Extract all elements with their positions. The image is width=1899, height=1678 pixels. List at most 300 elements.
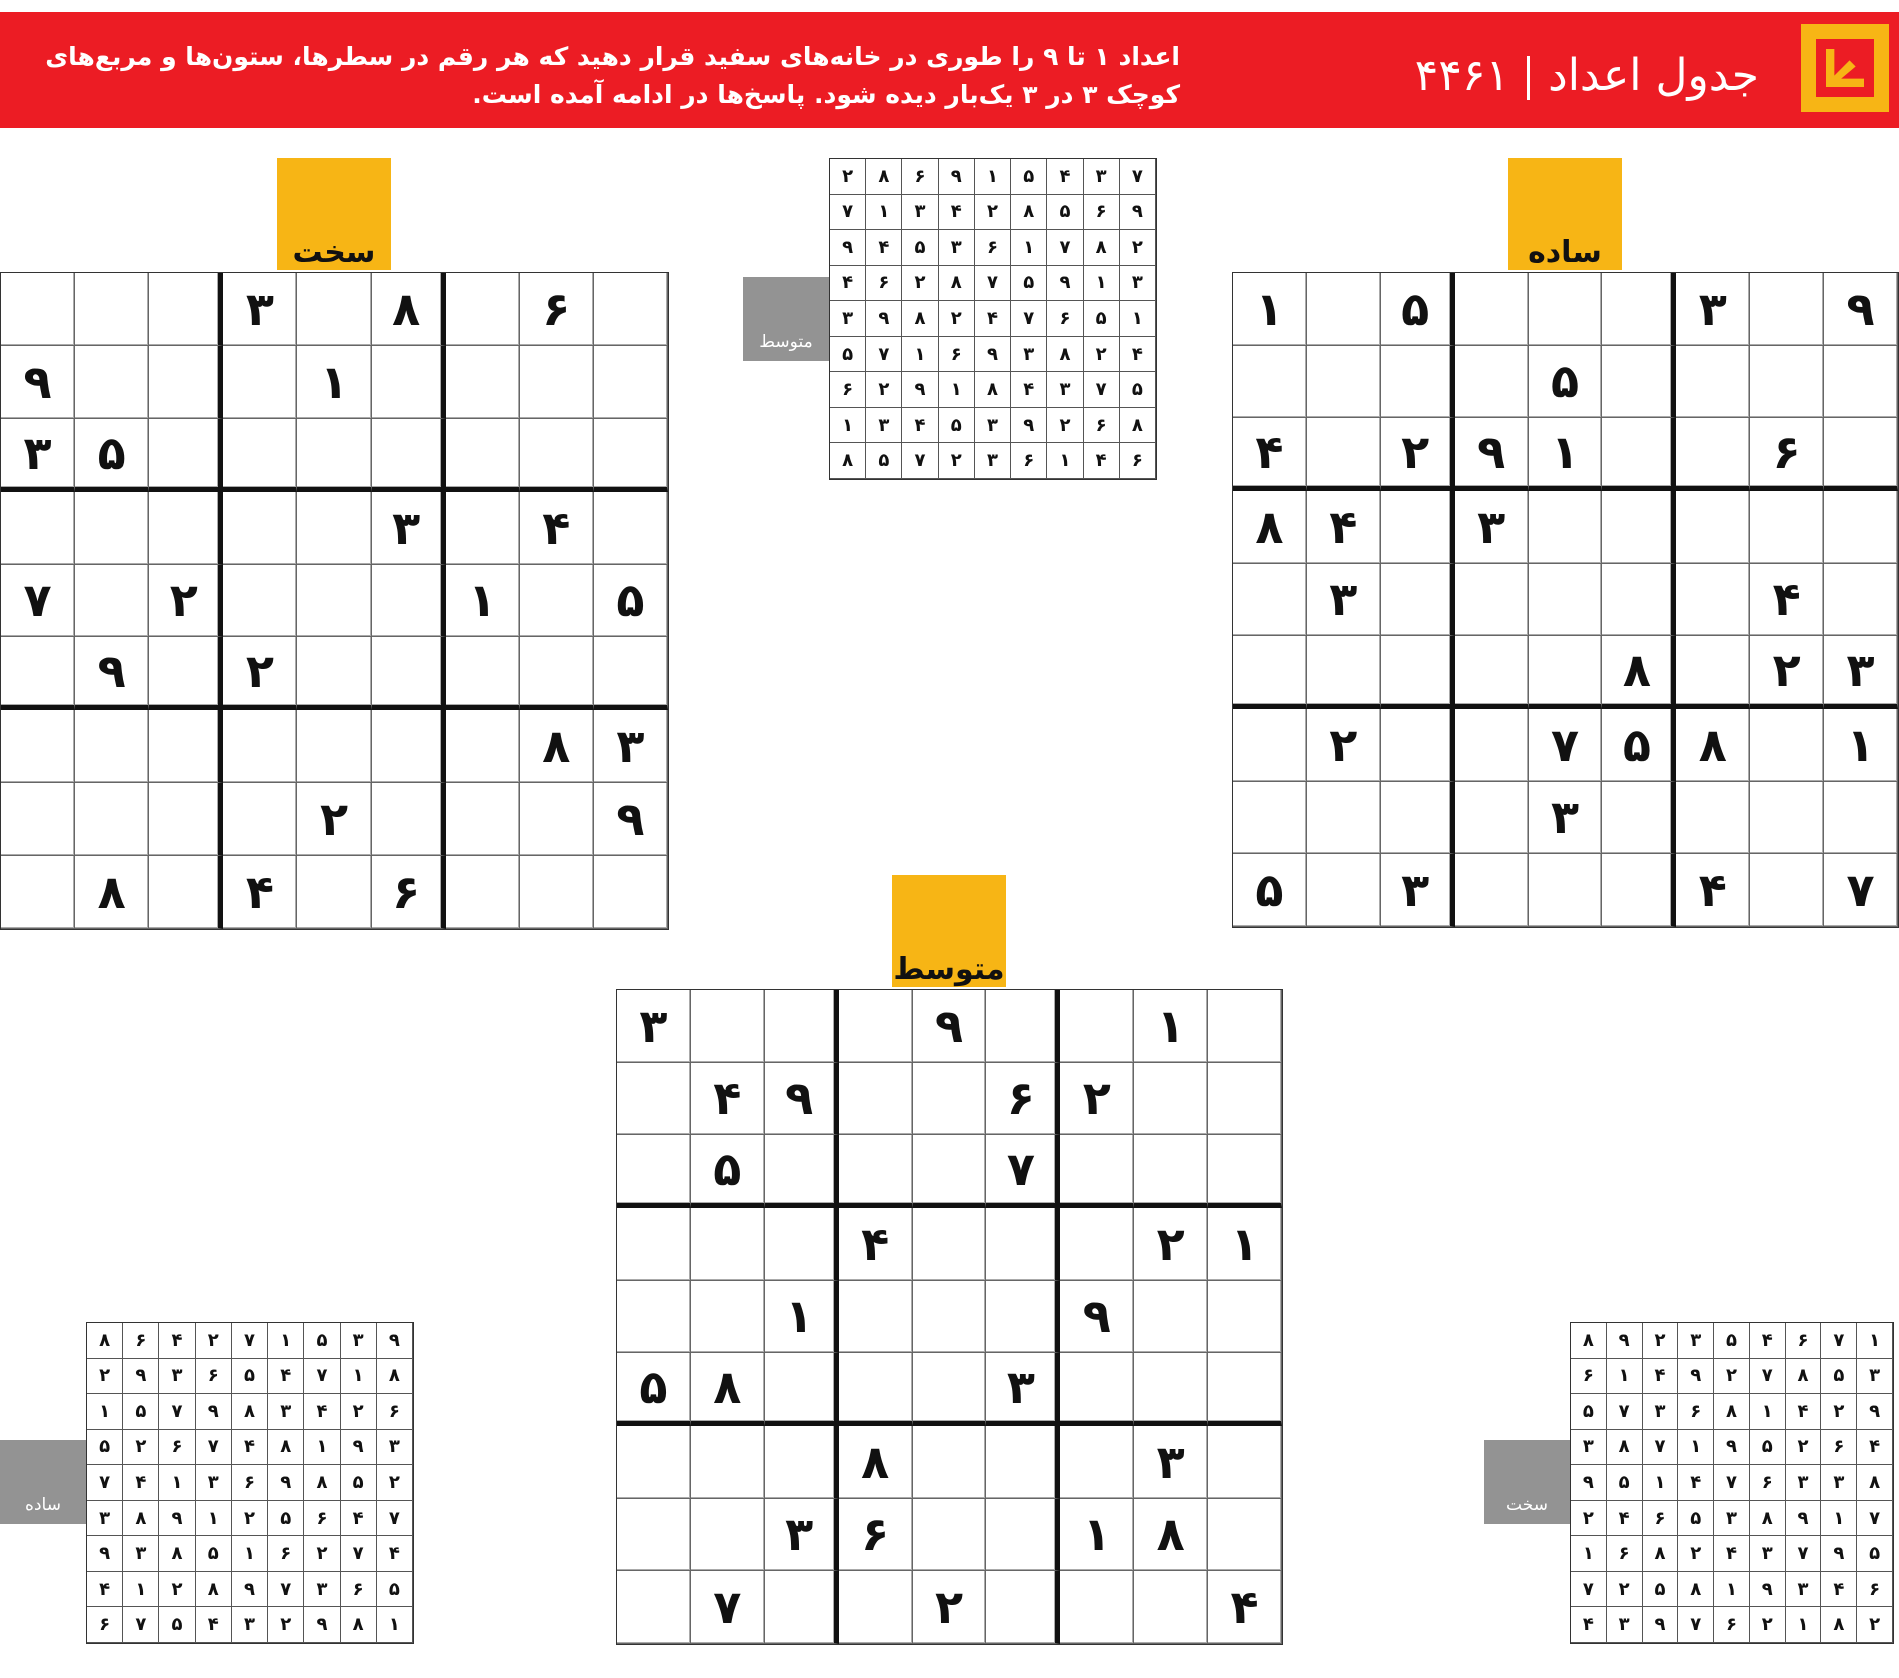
sudoku-cell[interactable] [1208, 1426, 1282, 1499]
sudoku-cell[interactable] [223, 492, 297, 565]
sudoku-cell[interactable] [1, 710, 75, 783]
tag-hard: سخت [277, 158, 391, 270]
sudoku-cell[interactable] [913, 1208, 987, 1281]
sudoku-cell: ۳ [1857, 1359, 1893, 1395]
sudoku-cell: ۲ [1047, 408, 1083, 444]
sudoku-cell[interactable] [617, 1426, 691, 1499]
sudoku-cell: ۴ [1047, 159, 1083, 195]
sudoku-cell[interactable] [1602, 346, 1676, 419]
sudoku-cell: ۱ [1786, 1607, 1822, 1643]
sudoku-cell[interactable] [594, 346, 668, 419]
sudoku-cell: ۲ [1571, 1501, 1607, 1537]
sudoku-cell[interactable] [1824, 418, 1898, 491]
sudoku-cell: ۴ [1750, 1323, 1786, 1359]
sudoku-cell[interactable] [1, 783, 75, 856]
sudoku-cell[interactable] [986, 1426, 1060, 1499]
sudoku-cell: ۶ [1607, 1536, 1643, 1572]
sudoku-cell[interactable] [1676, 564, 1750, 637]
sudoku-cell[interactable] [520, 565, 594, 638]
title-text: جدول اعداد [1548, 50, 1759, 101]
sudoku-cell: ۲ [149, 565, 223, 638]
sudoku-cell[interactable] [149, 346, 223, 419]
sudoku-cell[interactable] [1060, 1135, 1134, 1208]
sudoku-cell: ۳ [123, 1536, 159, 1572]
sudoku-cell[interactable] [223, 710, 297, 783]
sudoku-cell[interactable] [446, 273, 520, 346]
sudoku-cell[interactable] [297, 492, 371, 565]
sudoku-cell: ۵ [1643, 1572, 1679, 1608]
sudoku-cell[interactable] [297, 565, 371, 638]
sudoku-cell[interactable] [839, 1135, 913, 1208]
sudoku-cell[interactable] [1529, 564, 1603, 637]
sudoku-cell[interactable] [1750, 709, 1824, 782]
sudoku-cell[interactable] [372, 637, 446, 710]
sudoku-cell: ۵ [1602, 709, 1676, 782]
sudoku-cell[interactable] [1208, 1499, 1282, 1572]
sudoku-cell[interactable] [617, 1208, 691, 1281]
sudoku-cell[interactable] [297, 637, 371, 710]
sudoku-cell[interactable] [1233, 564, 1307, 637]
sudoku-cell[interactable] [765, 1208, 839, 1281]
sudoku-cell[interactable] [765, 1353, 839, 1426]
sudoku-cell: ۱ [1571, 1536, 1607, 1572]
sudoku-cell[interactable] [149, 783, 223, 856]
sudoku-cell[interactable] [1307, 273, 1381, 346]
sudoku-cell: ۴ [1678, 1465, 1714, 1501]
sudoku-cell[interactable] [1307, 346, 1381, 419]
sudoku-cell[interactable] [75, 783, 149, 856]
sudoku-cell[interactable] [1208, 1063, 1282, 1136]
sudoku-cell[interactable] [617, 1499, 691, 1572]
sudoku-cell[interactable] [1307, 636, 1381, 709]
sudoku-cell: ۷ [304, 1359, 340, 1395]
sudoku-cell: ۶ [372, 856, 446, 929]
sudoku-cell[interactable] [1676, 782, 1750, 855]
sudoku-cell[interactable] [594, 637, 668, 710]
sudoku-cell: ۳ [196, 1465, 232, 1501]
sudoku-cell[interactable] [1381, 346, 1455, 419]
sudoku-cell[interactable] [913, 1353, 987, 1426]
sudoku-cell[interactable] [1455, 273, 1529, 346]
sudoku-cell: ۳ [1678, 1323, 1714, 1359]
sudoku-cell: ۱ [87, 1394, 123, 1430]
sudoku-cell[interactable] [446, 346, 520, 419]
sudoku-cell: ۶ [1571, 1359, 1607, 1395]
sudoku-cell: ۱ [1607, 1359, 1643, 1395]
sudoku-cell[interactable] [1134, 1571, 1208, 1644]
sudoku-cell: ۴ [1233, 418, 1307, 491]
sudoku-cell[interactable] [1529, 854, 1603, 927]
sudoku-cell: ۲ [196, 1323, 232, 1359]
sudoku-cell: ۱ [1233, 273, 1307, 346]
sudoku-cell[interactable] [297, 710, 371, 783]
sudoku-cell[interactable] [1233, 709, 1307, 782]
sudoku-cell: ۸ [1233, 491, 1307, 564]
sudoku-cell: ۵ [1011, 159, 1047, 195]
sudoku-cell: ۷ [866, 337, 902, 373]
sudoku-cell: ۱ [268, 1323, 304, 1359]
sudoku-cell: ۱ [1678, 1430, 1714, 1466]
sudoku-cell[interactable] [1233, 782, 1307, 855]
sudoku-cell[interactable] [1134, 1353, 1208, 1426]
sudoku-cell: ۶ [1084, 195, 1120, 231]
sudoku-cell[interactable] [1529, 491, 1603, 564]
sudoku-cell[interactable] [75, 346, 149, 419]
sudoku-cell[interactable] [1602, 854, 1676, 927]
sudoku-cell: ۴ [1857, 1430, 1893, 1466]
sudoku-cell[interactable] [1060, 1426, 1134, 1499]
sudoku-cell: ۱ [304, 1430, 340, 1466]
sudoku-cell: ۸ [1134, 1499, 1208, 1572]
sudoku-cell[interactable] [913, 1426, 987, 1499]
sudoku-cell[interactable] [75, 710, 149, 783]
sudoku-cell[interactable] [839, 990, 913, 1063]
sudoku-cell[interactable] [223, 346, 297, 419]
sudoku-cell[interactable] [223, 565, 297, 638]
sudoku-cell: ۹ [1821, 1536, 1857, 1572]
sudoku-cell: ۸ [866, 159, 902, 195]
sudoku-cell[interactable] [520, 419, 594, 492]
sudoku-cell: ۱ [902, 337, 938, 373]
sudoku-cell[interactable] [691, 990, 765, 1063]
sudoku-cell[interactable] [1134, 1063, 1208, 1136]
sudoku-cell[interactable] [1676, 346, 1750, 419]
sudoku-cell: ۴ [304, 1394, 340, 1430]
sudoku-cell[interactable] [446, 710, 520, 783]
sudoku-cell[interactable] [1381, 636, 1455, 709]
sudoku-cell[interactable] [1676, 418, 1750, 491]
sudoku-cell: ۸ [1786, 1359, 1822, 1395]
sudoku-cell[interactable] [1529, 273, 1603, 346]
sudoku-cell[interactable] [1455, 636, 1529, 709]
sudoku-cell[interactable] [1208, 1135, 1282, 1208]
sudoku-cell[interactable] [1381, 709, 1455, 782]
sudoku-cell[interactable] [617, 1571, 691, 1644]
sudoku-cell: ۲ [1714, 1359, 1750, 1395]
sudoku-cell[interactable] [1455, 782, 1529, 855]
sudoku-cell[interactable] [446, 783, 520, 856]
sudoku-cell: ۷ [986, 1135, 1060, 1208]
sudoku-cell[interactable] [1208, 1281, 1282, 1354]
sudoku-cell[interactable] [1602, 564, 1676, 637]
sudoku-cell: ۶ [232, 1465, 268, 1501]
sudoku-cell: ۴ [866, 230, 902, 266]
sudoku-cell: ۵ [617, 1353, 691, 1426]
sudoku-cell[interactable] [75, 492, 149, 565]
sudoku-cell[interactable] [1060, 1208, 1134, 1281]
sudoku-cell: ۸ [377, 1359, 413, 1395]
sudoku-cell: ۶ [830, 372, 866, 408]
sudoku-cell: ۳ [268, 1394, 304, 1430]
sudoku-cell[interactable] [986, 1281, 1060, 1354]
sudoku-cell[interactable] [765, 1426, 839, 1499]
sudoku-cell: ۳ [1821, 1465, 1857, 1501]
sudoku-cell[interactable] [594, 419, 668, 492]
sudoku-cell: ۵ [1233, 854, 1307, 927]
sudoku-cell[interactable] [1307, 854, 1381, 927]
sudoku-cell: ۴ [839, 1208, 913, 1281]
sudoku-cell: ۲ [1607, 1572, 1643, 1608]
sudoku-cell[interactable] [913, 1063, 987, 1136]
sudoku-cell: ۴ [1821, 1572, 1857, 1608]
sudoku-cell[interactable] [986, 1499, 1060, 1572]
sudoku-cell: ۸ [1571, 1323, 1607, 1359]
sudoku-cell[interactable] [1307, 418, 1381, 491]
sudoku-cell: ۱ [866, 195, 902, 231]
sudoku-cell[interactable] [765, 1571, 839, 1644]
sudoku-cell[interactable] [1750, 782, 1824, 855]
sudoku-cell[interactable] [520, 637, 594, 710]
sudoku-cell: ۷ [1529, 709, 1603, 782]
sudoku-cell: ۹ [1455, 418, 1529, 491]
sudoku-cell[interactable] [1233, 636, 1307, 709]
sudoku-cell[interactable] [520, 783, 594, 856]
sudoku-cell[interactable] [223, 419, 297, 492]
sudoku-cell[interactable] [149, 492, 223, 565]
sudoku-cell[interactable] [1208, 990, 1282, 1063]
sudoku-cell[interactable] [1, 856, 75, 929]
sudoku-cell: ۴ [87, 1572, 123, 1608]
sudoku-cell: ۷ [377, 1501, 413, 1537]
sudoku-cell: ۸ [1120, 408, 1156, 444]
sudoku-cell[interactable] [1060, 990, 1134, 1063]
sudoku-cell: ۲ [1786, 1430, 1822, 1466]
sudoku-cell[interactable] [1750, 273, 1824, 346]
sudoku-cell[interactable] [1824, 346, 1898, 419]
sudoku-cell[interactable] [372, 710, 446, 783]
sudoku-cell[interactable] [1060, 1353, 1134, 1426]
sudoku-cell[interactable] [1455, 709, 1529, 782]
sudoku-cell[interactable] [1208, 1353, 1282, 1426]
sudoku-cell: ۷ [1607, 1394, 1643, 1430]
sudoku-cell: ۸ [1047, 337, 1083, 373]
sudoku-cell: ۳ [1047, 372, 1083, 408]
sudoku-cell: ۹ [1714, 1430, 1750, 1466]
sudoku-cell[interactable] [691, 1426, 765, 1499]
sudoku-cell[interactable] [1, 273, 75, 346]
sudoku-cell[interactable] [986, 1208, 1060, 1281]
answer-hard-grid [1570, 1322, 1894, 1644]
sudoku-cell[interactable] [520, 346, 594, 419]
sudoku-cell: ۹ [1678, 1359, 1714, 1395]
sudoku-cell: ۱ [159, 1465, 195, 1501]
sudoku-cell: ۴ [1208, 1571, 1282, 1644]
sudoku-cell: ۳ [986, 1353, 1060, 1426]
sudoku-cell: ۴ [902, 408, 938, 444]
sudoku-cell[interactable] [691, 1208, 765, 1281]
sudoku-cell[interactable] [1824, 564, 1898, 637]
sudoku-cell[interactable] [372, 565, 446, 638]
sudoku-cell[interactable] [372, 783, 446, 856]
sudoku-cell[interactable] [1455, 854, 1529, 927]
sudoku-cell[interactable] [1824, 491, 1898, 564]
sudoku-cell: ۵ [304, 1323, 340, 1359]
sudoku-cell[interactable] [1060, 1571, 1134, 1644]
sudoku-cell[interactable] [913, 1281, 987, 1354]
sudoku-cell: ۲ [1307, 709, 1381, 782]
sudoku-cell[interactable] [839, 1353, 913, 1426]
sudoku-cell[interactable] [1676, 636, 1750, 709]
sudoku-cell: ۷ [1, 565, 75, 638]
sudoku-cell[interactable] [1, 637, 75, 710]
sudoku-cell: ۸ [159, 1536, 195, 1572]
issue-number: ۴۴۶۱ [1414, 50, 1510, 101]
sudoku-cell: ۶ [1821, 1430, 1857, 1466]
sudoku-cell[interactable] [594, 856, 668, 929]
sudoku-cell: ۷ [1120, 159, 1156, 195]
sudoku-cell: ۵ [1120, 372, 1156, 408]
sudoku-cell: ۶ [866, 266, 902, 302]
sudoku-cell[interactable] [446, 492, 520, 565]
sudoku-cell: ۱ [232, 1536, 268, 1572]
sudoku-cell: ۴ [1307, 491, 1381, 564]
sudoku-cell[interactable] [986, 1571, 1060, 1644]
sudoku-cell: ۷ [1678, 1607, 1714, 1643]
sudoku-cell: ۵ [594, 565, 668, 638]
sudoku-cell: ۲ [913, 1571, 987, 1644]
sudoku-cell: ۷ [830, 195, 866, 231]
sudoku-cell[interactable] [446, 856, 520, 929]
sudoku-cell[interactable] [1602, 273, 1676, 346]
header-banner [0, 12, 1899, 128]
sudoku-cell[interactable] [149, 637, 223, 710]
sudoku-cell: ۹ [1824, 273, 1898, 346]
sudoku-cell: ۳ [975, 408, 1011, 444]
sudoku-cell[interactable] [1233, 346, 1307, 419]
sudoku-cell: ۴ [268, 1359, 304, 1395]
sudoku-cell: ۸ [839, 1426, 913, 1499]
sudoku-cell: ۹ [232, 1572, 268, 1608]
sudoku-cell[interactable] [1602, 782, 1676, 855]
sudoku-cell[interactable] [297, 419, 371, 492]
sudoku-cell: ۲ [268, 1607, 304, 1643]
sudoku-cell[interactable] [446, 419, 520, 492]
sudoku-cell: ۸ [1676, 709, 1750, 782]
sudoku-cell[interactable] [75, 273, 149, 346]
sudoku-cell: ۱ [1643, 1465, 1679, 1501]
sudoku-cell[interactable] [1381, 491, 1455, 564]
sudoku-cell: ۲ [377, 1465, 413, 1501]
sudoku-cell: ۲ [1857, 1607, 1893, 1643]
sudoku-cell: ۷ [232, 1323, 268, 1359]
sudoku-cell: ۵ [1381, 273, 1455, 346]
sudoku-cell[interactable] [691, 1499, 765, 1572]
sudoku-cell[interactable] [617, 1063, 691, 1136]
sudoku-cell[interactable] [617, 1135, 691, 1208]
sudoku-cell: ۱ [1750, 1394, 1786, 1430]
sudoku-cell[interactable] [297, 273, 371, 346]
sudoku-cell[interactable] [372, 419, 446, 492]
sudoku-cell: ۳ [1786, 1572, 1822, 1608]
sudoku-cell: ۴ [1786, 1394, 1822, 1430]
sudoku-cell[interactable] [839, 1571, 913, 1644]
sudoku-cell[interactable] [1676, 491, 1750, 564]
sudoku-cell: ۷ [268, 1572, 304, 1608]
sudoku-cell[interactable] [1307, 782, 1381, 855]
answer-label-hard: سخت [1484, 1440, 1570, 1524]
sudoku-cell: ۹ [1, 346, 75, 419]
sudoku-cell: ۶ [1120, 443, 1156, 479]
sudoku-cell[interactable] [149, 856, 223, 929]
sudoku-cell: ۴ [1676, 854, 1750, 927]
sudoku-cell: ۴ [1750, 564, 1824, 637]
sudoku-cell: ۵ [196, 1536, 232, 1572]
sudoku-cell[interactable] [1381, 782, 1455, 855]
sudoku-cell: ۹ [87, 1536, 123, 1572]
sudoku-cell: ۷ [691, 1571, 765, 1644]
sudoku-cell[interactable] [149, 419, 223, 492]
sudoku-cell[interactable] [372, 346, 446, 419]
sudoku-cell[interactable] [617, 1281, 691, 1354]
sudoku-cell[interactable] [594, 273, 668, 346]
sudoku-cell: ۳ [159, 1359, 195, 1395]
sudoku-cell: ۹ [123, 1359, 159, 1395]
sudoku-cell[interactable] [223, 783, 297, 856]
sudoku-cell: ۸ [1607, 1430, 1643, 1466]
sudoku-cell: ۶ [520, 273, 594, 346]
sudoku-cell[interactable] [765, 1135, 839, 1208]
sudoku-cell: ۱ [1084, 266, 1120, 302]
sudoku-cell: ۳ [1307, 564, 1381, 637]
sudoku-cell: ۳ [617, 990, 691, 1063]
sudoku-cell: ۲ [1678, 1536, 1714, 1572]
sudoku-cell: ۹ [1120, 195, 1156, 231]
sudoku-cell[interactable] [75, 565, 149, 638]
sudoku-cell[interactable] [149, 273, 223, 346]
sudoku-cell[interactable] [1134, 1281, 1208, 1354]
sudoku-cell[interactable] [1455, 564, 1529, 637]
sudoku-cell[interactable] [1602, 491, 1676, 564]
sudoku-cell: ۸ [304, 1465, 340, 1501]
sudoku-cell[interactable] [986, 990, 1060, 1063]
page-title [1415, 48, 1759, 104]
sudoku-cell[interactable] [1750, 854, 1824, 927]
sudoku-cell: ۸ [1821, 1607, 1857, 1643]
sudoku-cell[interactable] [1824, 782, 1898, 855]
sudoku-cell: ۲ [159, 1572, 195, 1608]
sudoku-cell[interactable] [297, 856, 371, 929]
sudoku-cell: ۱ [1134, 990, 1208, 1063]
sudoku-cell[interactable] [913, 1499, 987, 1572]
sudoku-cell[interactable] [520, 856, 594, 929]
sudoku-cell[interactable] [765, 990, 839, 1063]
sudoku-cell[interactable] [1, 492, 75, 565]
sudoku-cell[interactable] [446, 637, 520, 710]
sudoku-cell[interactable] [913, 1135, 987, 1208]
sudoku-cell[interactable] [1455, 346, 1529, 419]
sudoku-cell[interactable] [1602, 418, 1676, 491]
sudoku-cell: ۲ [939, 443, 975, 479]
sudoku-cell[interactable] [839, 1063, 913, 1136]
sudoku-cell[interactable] [691, 1281, 765, 1354]
sudoku-cell: ۸ [1750, 1501, 1786, 1537]
sudoku-cell: ۴ [975, 301, 1011, 337]
sudoku-cell: ۷ [975, 266, 1011, 302]
sudoku-cell[interactable] [149, 710, 223, 783]
sudoku-cell: ۸ [1084, 230, 1120, 266]
sudoku-cell[interactable] [1134, 1135, 1208, 1208]
sudoku-cell: ۳ [1529, 782, 1603, 855]
sudoku-cell[interactable] [839, 1281, 913, 1354]
sudoku-cell: ۳ [594, 710, 668, 783]
sudoku-cell[interactable] [1750, 491, 1824, 564]
sudoku-cell[interactable] [1529, 636, 1603, 709]
sudoku-cell: ۳ [87, 1501, 123, 1537]
sudoku-cell[interactable] [1381, 564, 1455, 637]
sudoku-cell[interactable] [1750, 346, 1824, 419]
sudoku-cell[interactable] [594, 492, 668, 565]
sudoku-cell: ۸ [830, 443, 866, 479]
